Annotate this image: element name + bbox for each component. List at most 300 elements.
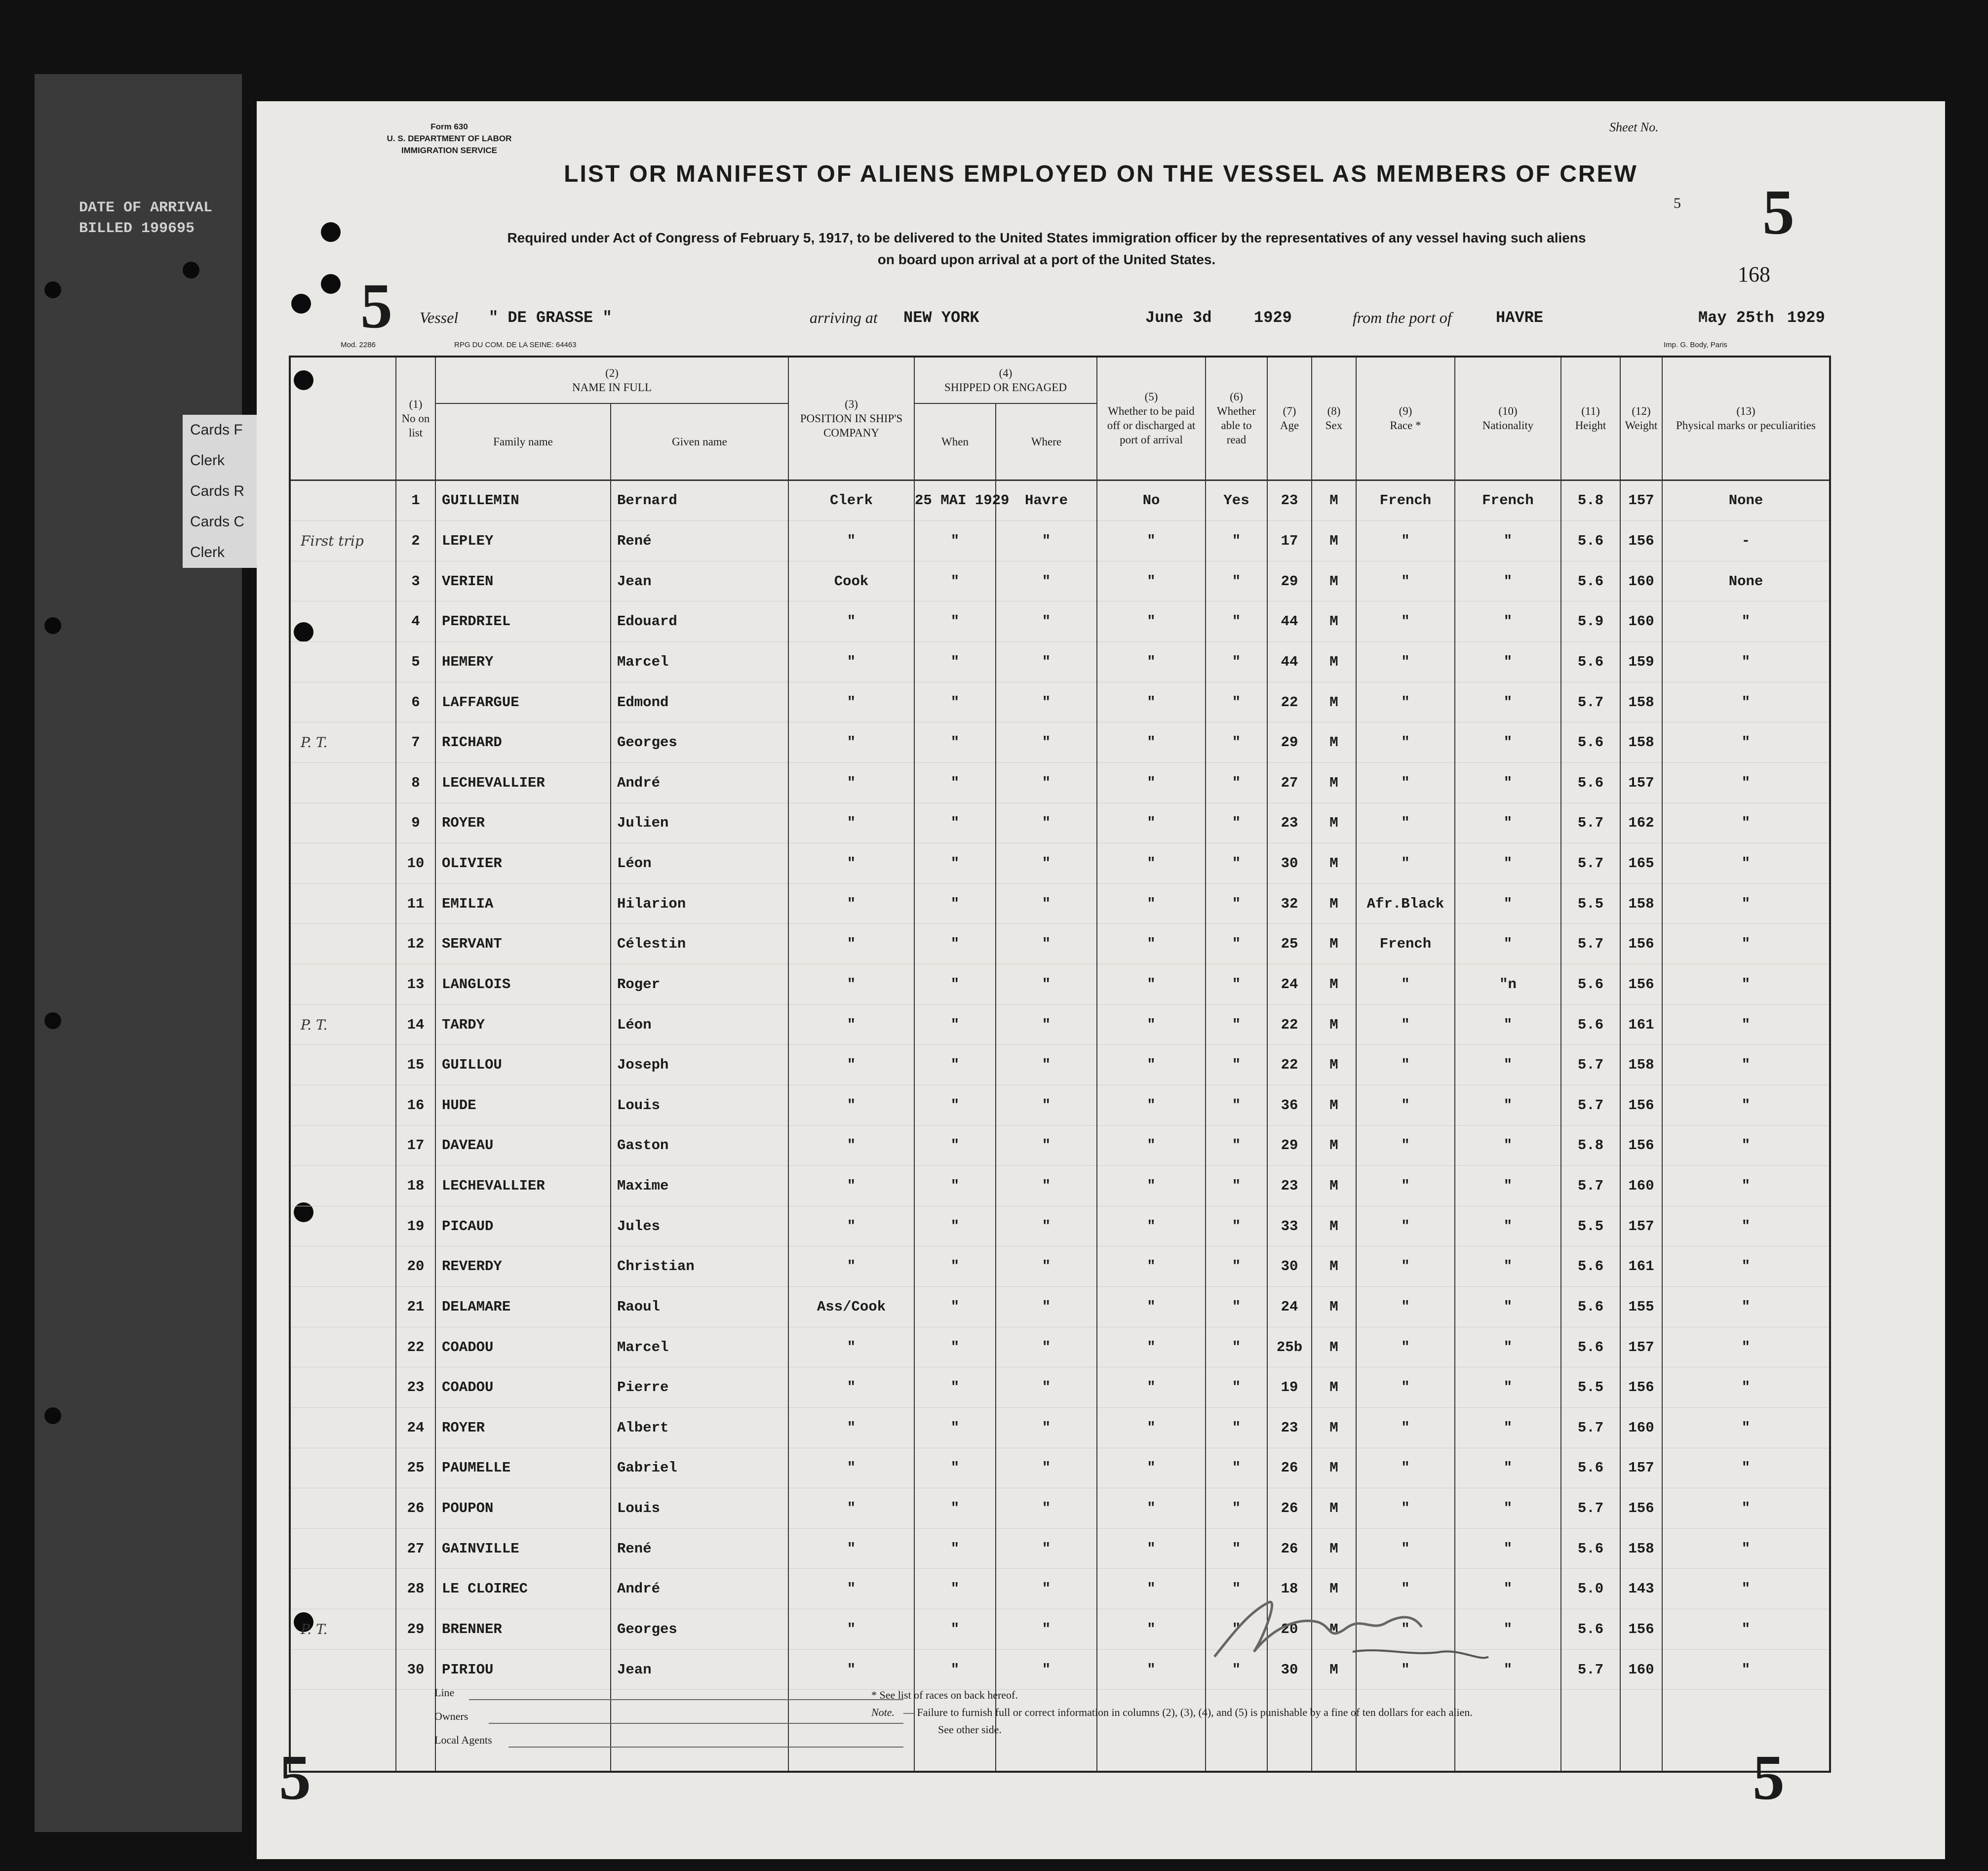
punch-hole-icon bbox=[44, 617, 61, 634]
sex-cell: M bbox=[1312, 480, 1356, 521]
engaged-when-cell: " bbox=[914, 1649, 996, 1690]
stamp-line: BILLED 199695 bbox=[79, 220, 195, 237]
sex-cell: M bbox=[1312, 1528, 1356, 1569]
manifest-note-cell bbox=[290, 1287, 396, 1327]
engaged-when-cell: " bbox=[914, 883, 996, 924]
race-cell: " bbox=[1356, 762, 1455, 803]
given-name-cell: Christian bbox=[611, 1246, 788, 1287]
paid-off-cell: " bbox=[1097, 1125, 1206, 1166]
physical-marks-cell: " bbox=[1662, 1407, 1830, 1448]
engaged-when-cell: " bbox=[914, 803, 996, 843]
able-to-read-cell: " bbox=[1206, 1287, 1267, 1327]
engaged-when-cell: " bbox=[914, 561, 996, 601]
age-cell: 20 bbox=[1267, 1609, 1312, 1650]
blank-cell bbox=[1267, 1690, 1312, 1772]
paid-off-cell: " bbox=[1097, 924, 1206, 964]
list-number-cell: 27 bbox=[396, 1528, 435, 1569]
height-cell: 5.7 bbox=[1561, 843, 1620, 884]
paid-off-cell: " bbox=[1097, 883, 1206, 924]
blank-cell bbox=[1455, 1690, 1561, 1772]
physical-marks-cell: " bbox=[1662, 722, 1830, 763]
height-cell: 5.7 bbox=[1561, 1166, 1620, 1206]
age-cell: 33 bbox=[1267, 1206, 1312, 1246]
given-name-cell: Célestin bbox=[611, 924, 788, 964]
position-cell: " bbox=[788, 1085, 914, 1125]
page-subtitle bbox=[380, 227, 1713, 271]
position-cell: " bbox=[788, 803, 914, 843]
arriving-port: NEW YORK bbox=[903, 309, 979, 327]
arrival-date: June 3d bbox=[1145, 309, 1212, 327]
position-cell: " bbox=[788, 1206, 914, 1246]
race-cell: " bbox=[1356, 1206, 1455, 1246]
physical-marks-cell: " bbox=[1662, 642, 1830, 682]
engaged-where-cell: " bbox=[996, 1045, 1097, 1085]
engaged-when-cell: " bbox=[914, 1488, 996, 1529]
sex-cell: M bbox=[1312, 924, 1356, 964]
sex-cell: M bbox=[1312, 964, 1356, 1005]
physical-marks-cell: " bbox=[1662, 1166, 1830, 1206]
height-cell: 5.6 bbox=[1561, 964, 1620, 1005]
weight-cell: 162 bbox=[1620, 803, 1662, 843]
engaged-when-cell: " bbox=[914, 1367, 996, 1408]
table-row bbox=[290, 1206, 1830, 1246]
table-row bbox=[290, 843, 1830, 884]
given-name-cell: Marcel bbox=[611, 1327, 788, 1367]
col-position-header: (3) POSITION IN SHIP'S COMPANY bbox=[788, 357, 914, 480]
sex-cell: M bbox=[1312, 803, 1356, 843]
weight-cell: 158 bbox=[1620, 682, 1662, 722]
voyage-line bbox=[365, 309, 1896, 338]
col-family-name-header: Family name bbox=[435, 403, 611, 480]
given-name-cell: Edmond bbox=[611, 682, 788, 722]
age-cell: 23 bbox=[1267, 480, 1312, 521]
manifest-note-cell bbox=[290, 1246, 396, 1287]
race-cell: " bbox=[1356, 1569, 1455, 1609]
race-cell: " bbox=[1356, 1367, 1455, 1408]
manifest-note-cell bbox=[290, 803, 396, 843]
list-number-cell: 19 bbox=[396, 1206, 435, 1246]
manifest-note-cell bbox=[290, 1488, 396, 1529]
table-row bbox=[290, 1166, 1830, 1206]
nationality-cell: " bbox=[1455, 1488, 1561, 1529]
family-name-cell: DELAMARE bbox=[435, 1287, 611, 1327]
nationality-cell: " bbox=[1455, 642, 1561, 682]
family-name-cell: COADOU bbox=[435, 1327, 611, 1367]
race-cell: " bbox=[1356, 803, 1455, 843]
arriving-label: arriving at bbox=[810, 309, 878, 326]
age-cell: 30 bbox=[1267, 1649, 1312, 1690]
engaged-when-cell: " bbox=[914, 924, 996, 964]
list-number-cell: 26 bbox=[396, 1488, 435, 1529]
engaged-where-cell: " bbox=[996, 1367, 1097, 1408]
physical-marks-cell: " bbox=[1662, 1649, 1830, 1690]
col-given-name-header: Given name bbox=[611, 403, 788, 480]
owners-label: Owners bbox=[434, 1710, 468, 1722]
nationality-cell: " bbox=[1455, 924, 1561, 964]
age-cell: 32 bbox=[1267, 883, 1312, 924]
engaged-when-cell: " bbox=[914, 843, 996, 884]
weight-cell: 155 bbox=[1620, 1287, 1662, 1327]
physical-marks-cell: " bbox=[1662, 682, 1830, 722]
engaged-where-cell: " bbox=[996, 924, 1097, 964]
physical-marks-cell: " bbox=[1662, 1327, 1830, 1367]
table-row bbox=[290, 883, 1830, 924]
race-cell: " bbox=[1356, 1045, 1455, 1085]
position-cell: " bbox=[788, 682, 914, 722]
height-cell: 5.6 bbox=[1561, 762, 1620, 803]
age-cell: 17 bbox=[1267, 521, 1312, 561]
able-to-read-cell: " bbox=[1206, 1609, 1267, 1650]
engaged-where-cell: " bbox=[996, 1649, 1097, 1690]
manifest-note-cell bbox=[290, 1085, 396, 1125]
blank-cell bbox=[1356, 1690, 1455, 1772]
sex-cell: M bbox=[1312, 1609, 1356, 1650]
paid-off-cell: No bbox=[1097, 480, 1206, 521]
manifest-note-cell bbox=[290, 1528, 396, 1569]
height-cell: 5.5 bbox=[1561, 1367, 1620, 1408]
physical-marks-cell: None bbox=[1662, 561, 1830, 601]
height-cell: 5.6 bbox=[1561, 561, 1620, 601]
sex-cell: M bbox=[1312, 1649, 1356, 1690]
engaged-when-cell: " bbox=[914, 1004, 996, 1045]
physical-marks-cell: " bbox=[1662, 1004, 1830, 1045]
list-number-cell: 9 bbox=[396, 803, 435, 843]
blank-cell bbox=[396, 1690, 435, 1772]
given-name-cell: Jean bbox=[611, 561, 788, 601]
family-name-cell: GAINVILLE bbox=[435, 1528, 611, 1569]
age-cell: 22 bbox=[1267, 682, 1312, 722]
position-cell: Clerk bbox=[788, 480, 914, 521]
line-field bbox=[469, 1699, 903, 1700]
engaged-where-cell: " bbox=[996, 1125, 1097, 1166]
paid-off-cell: " bbox=[1097, 1488, 1206, 1529]
height-cell: 5.5 bbox=[1561, 883, 1620, 924]
engaged-when-cell: " bbox=[914, 1528, 996, 1569]
arrival-year: 1929 bbox=[1254, 309, 1292, 327]
physical-marks-cell: - bbox=[1662, 521, 1830, 561]
position-cell: " bbox=[788, 924, 914, 964]
manifest-note-cell bbox=[290, 1569, 396, 1609]
table-row bbox=[290, 1609, 1830, 1650]
list-number-cell: 28 bbox=[396, 1569, 435, 1609]
punch-hole-icon bbox=[321, 222, 341, 242]
race-cell: " bbox=[1356, 682, 1455, 722]
nationality-cell: " bbox=[1455, 1125, 1561, 1166]
physical-marks-cell: " bbox=[1662, 843, 1830, 884]
engaged-when-cell: 25 MAI 1929 bbox=[914, 480, 996, 521]
able-to-read-cell: " bbox=[1206, 924, 1267, 964]
given-name-cell: Albert bbox=[611, 1407, 788, 1448]
age-cell: 36 bbox=[1267, 1085, 1312, 1125]
able-to-read-cell: " bbox=[1206, 601, 1267, 642]
physical-marks-cell: " bbox=[1662, 1609, 1830, 1650]
weight-cell: 159 bbox=[1620, 642, 1662, 682]
position-cell: " bbox=[788, 1045, 914, 1085]
see-other-side: See other side. bbox=[938, 1723, 1002, 1736]
list-number-cell: 23 bbox=[396, 1367, 435, 1408]
table-row bbox=[290, 1327, 1830, 1367]
engaged-where-cell: " bbox=[996, 843, 1097, 884]
family-name-cell: VERIEN bbox=[435, 561, 611, 601]
engaged-when-cell: " bbox=[914, 1287, 996, 1327]
punch-hole-icon bbox=[44, 1012, 61, 1029]
paid-off-cell: " bbox=[1097, 521, 1206, 561]
height-cell: 5.6 bbox=[1561, 1287, 1620, 1327]
age-cell: 44 bbox=[1267, 601, 1312, 642]
form-number: Form 630 bbox=[430, 122, 468, 131]
height-cell: 5.6 bbox=[1561, 1528, 1620, 1569]
col-race-header: (9) Race * bbox=[1356, 357, 1455, 480]
engaged-where-cell: " bbox=[996, 561, 1097, 601]
blank-cell bbox=[996, 1690, 1097, 1772]
able-to-read-cell: " bbox=[1206, 883, 1267, 924]
age-cell: 24 bbox=[1267, 1287, 1312, 1327]
family-name-cell: TARDY bbox=[435, 1004, 611, 1045]
given-name-cell: Louis bbox=[611, 1488, 788, 1529]
engaged-when-cell: " bbox=[914, 642, 996, 682]
given-name-cell: Jean bbox=[611, 1649, 788, 1690]
weight-cell: 161 bbox=[1620, 1004, 1662, 1045]
nationality-cell: " bbox=[1455, 762, 1561, 803]
table-row bbox=[290, 762, 1830, 803]
department-name: U. S. DEPARTMENT OF LABOR bbox=[387, 134, 512, 143]
sex-cell: M bbox=[1312, 1488, 1356, 1529]
list-number-cell: 12 bbox=[396, 924, 435, 964]
given-name-cell: Bernard bbox=[611, 480, 788, 521]
manifest-note-cell bbox=[290, 1206, 396, 1246]
list-number-cell: 2 bbox=[396, 521, 435, 561]
arrival-stamp bbox=[79, 198, 212, 239]
table-row bbox=[290, 1004, 1830, 1045]
given-name-cell: Gabriel bbox=[611, 1448, 788, 1488]
manifest-note-cell bbox=[290, 883, 396, 924]
physical-marks-cell: " bbox=[1662, 1287, 1830, 1327]
family-name-cell: LANGLOIS bbox=[435, 964, 611, 1005]
manifest-note-cell: P. T. bbox=[290, 1004, 396, 1045]
manifest-note-cell bbox=[290, 642, 396, 682]
able-to-read-cell: " bbox=[1206, 1206, 1267, 1246]
age-cell: 25 bbox=[1267, 924, 1312, 964]
col-list-number-header: (1) No on list bbox=[396, 357, 435, 480]
able-to-read-cell: " bbox=[1206, 1045, 1267, 1085]
sex-cell: M bbox=[1312, 1287, 1356, 1327]
family-name-cell: LECHEVALLIER bbox=[435, 762, 611, 803]
able-to-read-cell: " bbox=[1206, 1528, 1267, 1569]
family-name-cell: PAUMELLE bbox=[435, 1448, 611, 1488]
list-number-cell: 15 bbox=[396, 1045, 435, 1085]
able-to-read-cell: " bbox=[1206, 1488, 1267, 1529]
nationality-cell: " bbox=[1455, 521, 1561, 561]
family-name-cell: GUILLEMIN bbox=[435, 480, 611, 521]
able-to-read-cell: " bbox=[1206, 1407, 1267, 1448]
given-name-cell: Jules bbox=[611, 1206, 788, 1246]
physical-marks-cell: None bbox=[1662, 480, 1830, 521]
able-to-read-cell: " bbox=[1206, 1569, 1267, 1609]
race-cell: " bbox=[1356, 1448, 1455, 1488]
nationality-cell: " bbox=[1455, 1206, 1561, 1246]
race-cell: " bbox=[1356, 1246, 1455, 1287]
paid-off-cell: " bbox=[1097, 1085, 1206, 1125]
given-name-cell: Maxime bbox=[611, 1166, 788, 1206]
table-row bbox=[290, 1287, 1830, 1327]
engaged-where-cell: " bbox=[996, 803, 1097, 843]
engaged-when-cell: " bbox=[914, 1045, 996, 1085]
cards-label: Clerk bbox=[190, 452, 225, 469]
family-name-cell: LAFFARGUE bbox=[435, 682, 611, 722]
stamp-line: DATE OF ARRIVAL bbox=[79, 199, 213, 216]
position-cell: " bbox=[788, 1125, 914, 1166]
given-name-cell: Raoul bbox=[611, 1287, 788, 1327]
local-agents-label: Local Agents bbox=[434, 1734, 492, 1746]
paid-off-cell: " bbox=[1097, 1528, 1206, 1569]
table-row bbox=[290, 1367, 1830, 1408]
list-number-cell: 6 bbox=[396, 682, 435, 722]
given-name-cell: Hilarion bbox=[611, 883, 788, 924]
weight-cell: 143 bbox=[1620, 1569, 1662, 1609]
race-note: * See list of races on back hereof. bbox=[871, 1689, 1018, 1701]
table-row bbox=[290, 1649, 1830, 1690]
weight-cell: 161 bbox=[1620, 1246, 1662, 1287]
position-cell: " bbox=[788, 1246, 914, 1287]
table-row bbox=[290, 601, 1830, 642]
age-cell: 18 bbox=[1267, 1569, 1312, 1609]
weight-cell: 157 bbox=[1620, 1206, 1662, 1246]
position-cell: " bbox=[788, 1166, 914, 1206]
form-identifier bbox=[355, 121, 543, 157]
paid-off-cell: " bbox=[1097, 762, 1206, 803]
given-name-cell: Gaston bbox=[611, 1125, 788, 1166]
sex-cell: M bbox=[1312, 1407, 1356, 1448]
paid-off-cell: " bbox=[1097, 1045, 1206, 1085]
list-number-cell: 13 bbox=[396, 964, 435, 1005]
physical-marks-cell: " bbox=[1662, 1488, 1830, 1529]
paid-off-cell: " bbox=[1097, 642, 1206, 682]
able-to-read-cell: " bbox=[1206, 1166, 1267, 1206]
family-name-cell: LECHEVALLIER bbox=[435, 1166, 611, 1206]
given-name-cell: Joseph bbox=[611, 1045, 788, 1085]
engaged-where-cell: " bbox=[996, 1085, 1097, 1125]
age-cell: 23 bbox=[1267, 1407, 1312, 1448]
table-row bbox=[290, 480, 1830, 521]
family-name-cell: PICAUD bbox=[435, 1206, 611, 1246]
physical-marks-cell: " bbox=[1662, 1246, 1830, 1287]
height-cell: 5.9 bbox=[1561, 601, 1620, 642]
list-number-cell: 16 bbox=[396, 1085, 435, 1125]
able-to-read-cell: " bbox=[1206, 843, 1267, 884]
paid-off-cell: " bbox=[1097, 1448, 1206, 1488]
col-paid-off-header: (5) Whether to be paid off or discharged at port of arrival bbox=[1097, 357, 1206, 480]
sex-cell: M bbox=[1312, 1569, 1356, 1609]
paid-off-cell: " bbox=[1097, 1609, 1206, 1650]
cards-label: Clerk bbox=[190, 544, 225, 560]
sheet-number-label: Sheet No. bbox=[1609, 120, 1659, 134]
age-cell: 25b bbox=[1267, 1327, 1312, 1367]
race-cell: " bbox=[1356, 1085, 1455, 1125]
table-row bbox=[290, 924, 1830, 964]
race-cell: " bbox=[1356, 964, 1455, 1005]
table-row bbox=[290, 1125, 1830, 1166]
engaged-where-cell: " bbox=[996, 883, 1097, 924]
mod-number: Mod. 2286 bbox=[341, 341, 376, 349]
race-cell: " bbox=[1356, 1166, 1455, 1206]
sex-cell: M bbox=[1312, 561, 1356, 601]
weight-cell: 156 bbox=[1620, 1125, 1662, 1166]
family-name-cell: PERDRIEL bbox=[435, 601, 611, 642]
physical-marks-cell: " bbox=[1662, 883, 1830, 924]
list-number-cell: 11 bbox=[396, 883, 435, 924]
departure-port: HAVRE bbox=[1496, 309, 1544, 327]
engaged-where-cell: Havre bbox=[996, 480, 1097, 521]
list-number-cell: 29 bbox=[396, 1609, 435, 1650]
weight-cell: 158 bbox=[1620, 1528, 1662, 1569]
nationality-cell: " bbox=[1455, 1246, 1561, 1287]
weight-cell: 156 bbox=[1620, 924, 1662, 964]
family-name-cell: HUDE bbox=[435, 1085, 611, 1125]
weight-cell: 156 bbox=[1620, 521, 1662, 561]
paid-off-cell: " bbox=[1097, 1166, 1206, 1206]
paid-off-cell: " bbox=[1097, 1206, 1206, 1246]
able-to-read-cell: " bbox=[1206, 682, 1267, 722]
weight-cell: 158 bbox=[1620, 722, 1662, 763]
weight-cell: 158 bbox=[1620, 883, 1662, 924]
age-cell: 22 bbox=[1267, 1045, 1312, 1085]
nationality-cell: " bbox=[1455, 803, 1561, 843]
family-name-cell: HEMERY bbox=[435, 642, 611, 682]
position-cell: " bbox=[788, 1649, 914, 1690]
physical-marks-cell: " bbox=[1662, 1448, 1830, 1488]
sex-cell: M bbox=[1312, 682, 1356, 722]
line-label: Line bbox=[434, 1686, 455, 1699]
punch-hole-icon bbox=[183, 262, 199, 279]
engaged-where-cell: " bbox=[996, 1004, 1097, 1045]
sex-cell: M bbox=[1312, 1206, 1356, 1246]
age-cell: 29 bbox=[1267, 1125, 1312, 1166]
sex-cell: M bbox=[1312, 521, 1356, 561]
table-row bbox=[290, 964, 1830, 1005]
col-height-header: (11) Height bbox=[1561, 357, 1620, 480]
height-cell: 5.0 bbox=[1561, 1569, 1620, 1609]
manifest-note-cell bbox=[290, 1045, 396, 1085]
list-number-cell: 1 bbox=[396, 480, 435, 521]
table-row bbox=[290, 1448, 1830, 1488]
manifest-note-cell bbox=[290, 561, 396, 601]
height-cell: 5.7 bbox=[1561, 682, 1620, 722]
family-name-cell: BRENNER bbox=[435, 1609, 611, 1650]
engaged-when-cell: " bbox=[914, 1327, 996, 1367]
paid-off-cell: " bbox=[1097, 601, 1206, 642]
nationality-cell: " bbox=[1455, 1045, 1561, 1085]
family-name-cell: DAVEAU bbox=[435, 1125, 611, 1166]
height-cell: 5.6 bbox=[1561, 1004, 1620, 1045]
manifest-note-cell bbox=[290, 1448, 396, 1488]
list-number-cell: 24 bbox=[396, 1407, 435, 1448]
sex-cell: M bbox=[1312, 1367, 1356, 1408]
page-number-bottom-right: 5 bbox=[1753, 1742, 1785, 1813]
height-cell: 5.7 bbox=[1561, 1085, 1620, 1125]
engaged-where-cell: " bbox=[996, 964, 1097, 1005]
paid-off-cell: " bbox=[1097, 1327, 1206, 1367]
nationality-cell: " bbox=[1455, 1085, 1561, 1125]
manifest-note-cell bbox=[290, 1367, 396, 1408]
engaged-when-cell: " bbox=[914, 1206, 996, 1246]
weight-cell: 157 bbox=[1620, 480, 1662, 521]
paid-off-cell: " bbox=[1097, 1287, 1206, 1327]
physical-marks-cell: " bbox=[1662, 601, 1830, 642]
record-count: 168 bbox=[1738, 262, 1770, 286]
table-row bbox=[290, 1528, 1830, 1569]
nationality-cell: " bbox=[1455, 1528, 1561, 1569]
manifest-note-cell bbox=[290, 601, 396, 642]
